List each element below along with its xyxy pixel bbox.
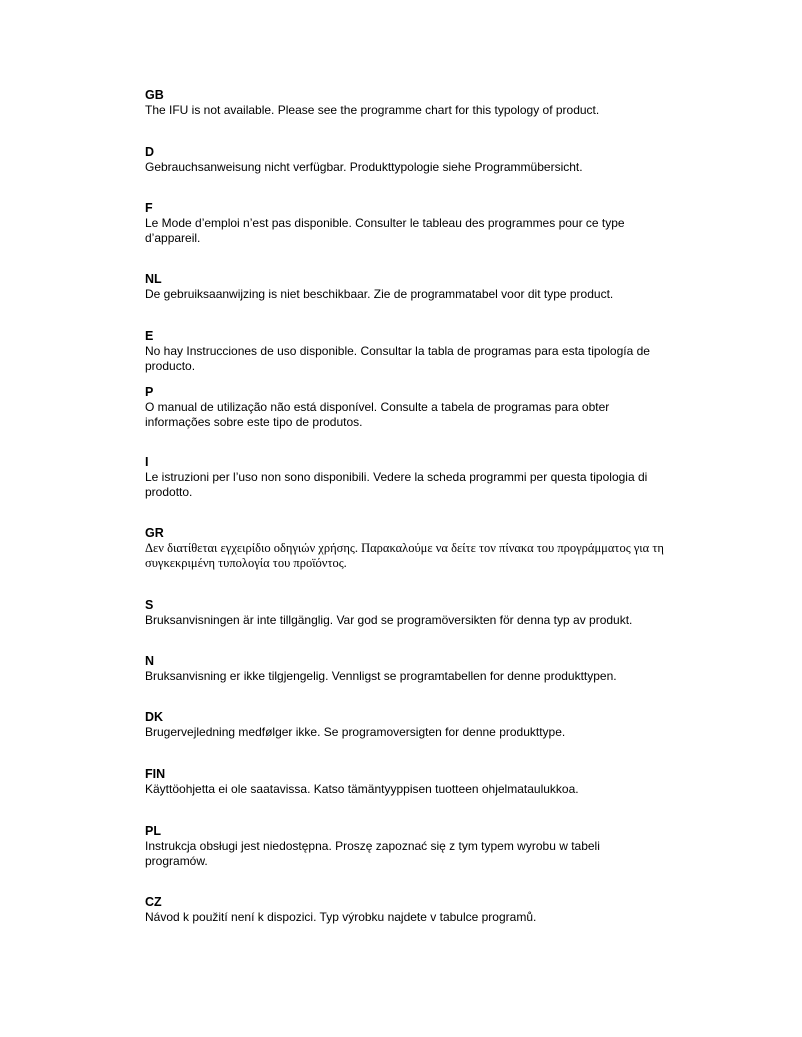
notice-text: Brugervejledning medfølger ikke. Se programoversigten for denne produkttype. (145, 725, 566, 739)
notice-e (145, 329, 665, 374)
language-code: DK (145, 710, 164, 724)
notice-text: Δεν διατίθεται εγχειρίδιο οδηγιών χρήσης. Παρακαλούμε να δείτε τον πίνακα του προγράμματος για τη συγκεκριμένη τυπολογία του προϊόντος. (145, 541, 664, 570)
notice-text: Le istruzioni per l’uso non sono disponibili. Vedere la scheda programmi per questa tipologia di prodotto. (145, 470, 648, 499)
language-code: E (145, 329, 154, 343)
notice-text: De gebruiksaanwijzing is niet beschikbaar. Zie de programmatabel voor dit type product. (145, 287, 614, 301)
notice-d (145, 145, 665, 175)
notice-nl (145, 272, 665, 302)
language-code: NL (145, 272, 162, 286)
notice-s (145, 598, 665, 628)
notice-text: Instrukcja obsługi jest niedostępna. Proszę zapoznać się z tym typem wyrobu w tabeli programów. (145, 839, 600, 868)
notice-text: O manual de utilização não está disponível. Consulte a tabela de programas para obter informações sobre este tipo de produtos. (145, 400, 610, 429)
language-code: P (145, 385, 154, 399)
notice-text: Gebrauchsanweisung nicht verfügbar. Produkttypologie siehe Programmübersicht. (145, 160, 583, 174)
notice-text: The IFU is not available. Please see the programme chart for this typology of product. (145, 103, 600, 117)
notice-text: Bruksanvisning er ikke tilgjengelig. Vennligst se programtabellen for denne produkttypen. (145, 669, 617, 683)
language-code: GB (145, 88, 164, 102)
notice-dk (145, 710, 665, 740)
language-code: F (145, 201, 153, 215)
notice-gr (145, 526, 685, 571)
notice-text: No hay Instrucciones de uso disponible. Consultar la tabla de programas para esta tipología de producto. (145, 344, 650, 373)
language-code: CZ (145, 895, 162, 909)
notice-fin (145, 767, 665, 797)
notice-text: Návod k použití není k dispozici. Typ výrobku najdete v tabulce programů. (145, 910, 537, 924)
language-code: S (145, 598, 154, 612)
notice-cz (145, 895, 665, 925)
notice-gb (145, 88, 665, 118)
language-code: N (145, 654, 155, 668)
language-code: I (145, 455, 149, 469)
notice-pl (145, 824, 665, 869)
notice-p (145, 385, 665, 430)
notice-i (145, 455, 665, 500)
notice-f (145, 201, 665, 246)
notice-text: Bruksanvisningen är inte tillgänglig. Var god se programöversikten för denna typ av produkt. (145, 613, 633, 627)
notice-text: Le Mode d’emploi n’est pas disponible. Consulter le tableau des programmes pour ce type d’appareil. (145, 216, 625, 245)
notice-n (145, 654, 665, 684)
language-code: PL (145, 824, 161, 838)
language-code: GR (145, 526, 164, 540)
language-code: D (145, 145, 155, 159)
notice-text: Käyttöohjetta ei ole saatavissa. Katso tämäntyyppisen tuotteen ohjelmataulukkoa. (145, 782, 579, 796)
language-code: FIN (145, 767, 166, 781)
